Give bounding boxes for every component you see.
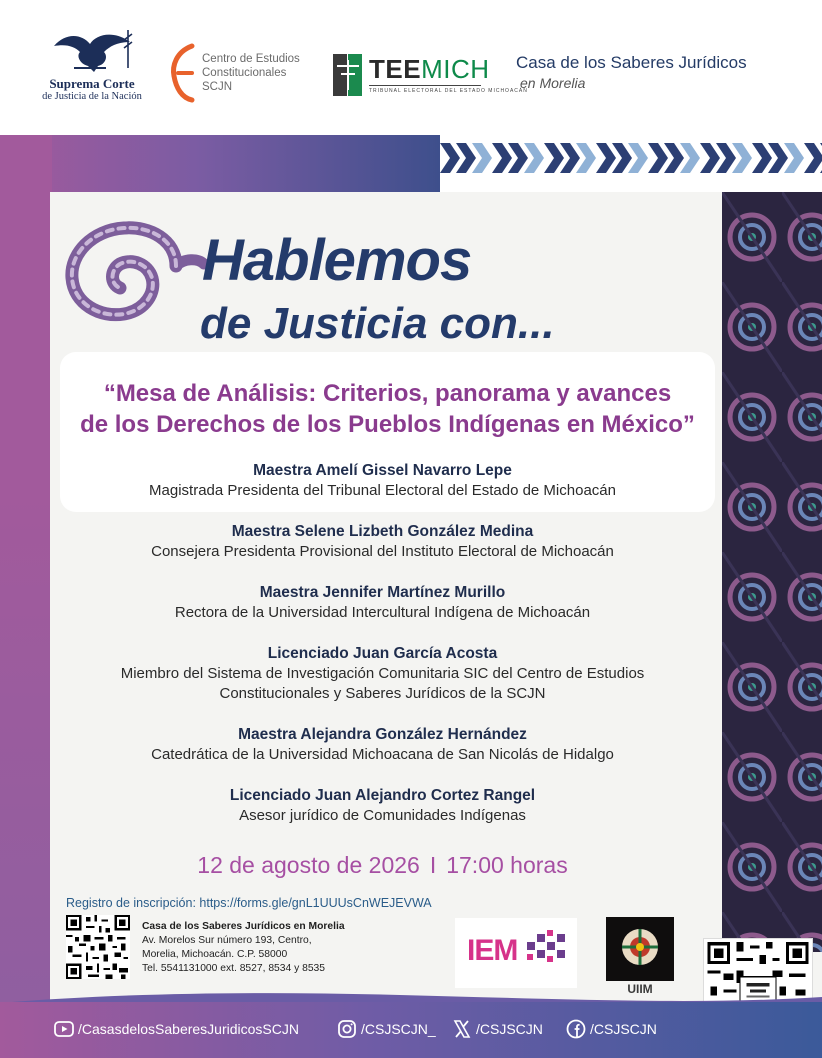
event-separator: I	[429, 852, 437, 878]
title-spiral-icon	[58, 218, 208, 328]
x-icon	[452, 1019, 472, 1039]
speaker-role: Catedrática de la Universidad Michoacana de San Nicolás de Hidalgo	[151, 746, 614, 763]
address-line: Av. Morelos Sur número 193, Centro,	[142, 935, 312, 946]
chevron-pattern-strip	[440, 135, 822, 181]
speaker-list	[60, 460, 705, 846]
teemich-prefix: TEE	[369, 54, 422, 84]
facebook-link[interactable]	[566, 1018, 657, 1040]
facebook-icon	[566, 1019, 586, 1039]
instagram-handle: /CSJSCJN_	[361, 1021, 436, 1037]
cec-line: Constitucionales	[202, 67, 287, 79]
scjn-name-line1: Suprema Corte	[49, 76, 135, 91]
scjn-logo	[40, 24, 144, 110]
speaker-role: Rectora de la Universidad Intercultural Indígena de Michoacán	[174, 604, 591, 621]
speaker-role: Miembro del Sistema de Investigación Comunitaria SIC del Centro de Estudios	[120, 665, 645, 682]
speaker-name: Maestra Amelí Gissel Navarro Lepe	[253, 462, 512, 479]
scjn-name-line2: de Justicia de la Nación	[42, 91, 142, 102]
speaker-role: Consejera Presidenta Provisional del Instituto Electoral de Michoacán	[151, 543, 614, 560]
youtube-icon	[54, 1019, 74, 1039]
speaker-name: Licenciado Juan Alejandro Cortez Rangel	[229, 787, 536, 804]
iem-figures-icon	[525, 928, 571, 972]
speaker-role: Magistrada Presidenta del Tribunal Electoral del Estado de Michoacán	[149, 482, 616, 499]
speaker-item	[60, 521, 705, 562]
speaker-role: Asesor jurídico de Comunidades Indígenas	[239, 807, 526, 824]
title-hablemos: Hablemos	[202, 228, 472, 293]
teemich-divider	[369, 85, 481, 86]
cec-c-mark-icon	[170, 42, 196, 104]
address-phone: Tel. 5541131000 ext. 8527, 8534 y 8535	[142, 963, 326, 974]
header	[0, 0, 822, 135]
x-link[interactable]	[452, 1018, 543, 1040]
teemich-suffix: MICH	[421, 54, 490, 84]
teemich-subtitle: TRIBUNAL ELECTORAL DEL ESTADO MICHOACÁN	[369, 88, 528, 94]
teemich-wordmark	[369, 54, 490, 85]
event-title-line2: de los Derechos de los Pueblos Indígenas en México”	[80, 411, 695, 438]
event-datetime	[60, 852, 705, 879]
cec-logo	[170, 42, 310, 104]
event-time: 17:00 horas	[446, 852, 568, 878]
textile-spirals-icon	[722, 192, 822, 952]
venue-name: Casa de los Saberes Jurídicos en Morelia	[142, 921, 345, 932]
iem-wordmark: IEM	[467, 934, 518, 967]
teemich-mark-icon	[333, 52, 363, 98]
address-line: Morelia, Michoacán. C.P. 58000	[142, 949, 288, 960]
speaker-item	[60, 724, 705, 765]
youtube-link[interactable]	[54, 1018, 299, 1040]
venue-address	[142, 920, 345, 976]
event-date: 12 de agosto de 2026	[197, 852, 420, 878]
cec-line: SCJN	[202, 81, 233, 93]
instagram-link[interactable]	[337, 1018, 436, 1040]
speaker-name: Maestra Alejandra González Hernández	[238, 726, 527, 743]
casa-saberes-logo	[516, 53, 747, 91]
registration-qr-code-icon[interactable]	[66, 915, 130, 979]
facebook-handle: /CSJSCJN	[590, 1021, 657, 1037]
teemich-logo	[333, 52, 528, 100]
casa-city: en Morelia	[520, 75, 586, 91]
top-gradient-band	[0, 135, 440, 195]
speaker-name: Maestra Jennifer Martínez Murillo	[259, 584, 506, 601]
uiim-emblem-icon	[606, 917, 674, 981]
textile-pattern-panel	[722, 192, 822, 952]
cec-line: Centro de Estudios	[202, 53, 300, 65]
registration-link[interactable]: Registro de inscripción: https://forms.gle/gnL1UUUsCnWEJEVWA	[66, 896, 432, 910]
casa-title: Casa de los Saberes Jurídicos	[516, 53, 747, 72]
title-de-justicia: de Justicia con...	[200, 299, 555, 348]
event-title-line1: “Mesa de Análisis: Criterios, panorama y avances	[103, 380, 672, 407]
cec-text	[202, 52, 300, 94]
x-handle: /CSJSCJN	[476, 1021, 543, 1037]
left-gradient-band	[0, 135, 52, 1020]
speaker-name: Licenciado Juan García Acosta	[267, 645, 498, 662]
eagle-emblem-icon	[44, 24, 140, 74]
speaker-role: Constitucionales y Saberes Jurídicos de la SCJN	[219, 685, 546, 702]
speaker-item	[60, 643, 705, 704]
event-title	[60, 378, 715, 440]
speaker-item	[60, 582, 705, 623]
uiim-wordmark: UIIM	[627, 982, 653, 996]
instagram-icon	[337, 1019, 357, 1039]
iem-logo	[455, 918, 577, 988]
speaker-item	[60, 460, 705, 501]
youtube-handle: /CasasdelosSaberesJuridicosSCJN	[78, 1021, 299, 1037]
speaker-item	[60, 785, 705, 826]
speaker-name: Maestra Selene Lizbeth González Medina	[231, 523, 534, 540]
